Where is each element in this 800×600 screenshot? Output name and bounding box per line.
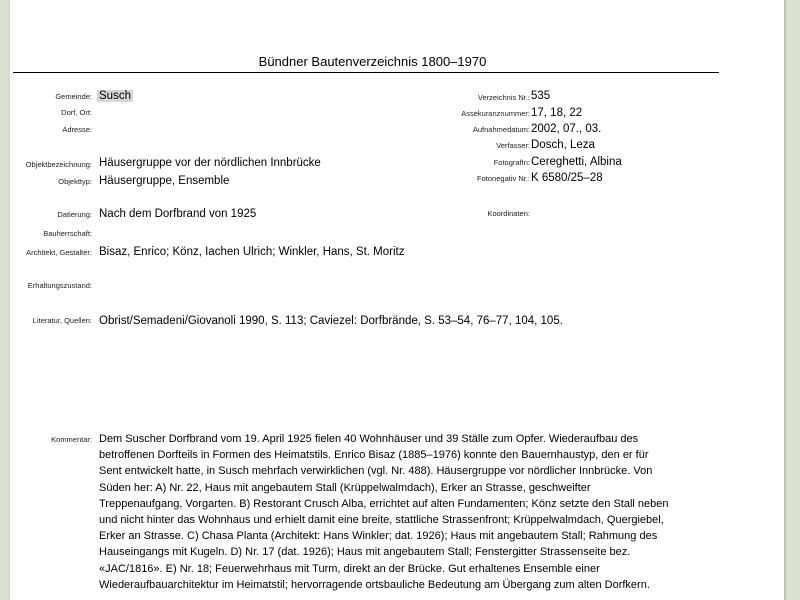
value-objektbezeichnung: Häusergruppe vor der nördlichen Innbrücke (99, 157, 321, 169)
label-objekttyp: Objekttyp: (58, 177, 92, 186)
value-gemeinde (99, 90, 133, 102)
page-title: Bündner Bautenverzeichnis 1800–1970 (258, 54, 487, 69)
label-objektbezeichnung: Objektbezeichnung: (25, 160, 92, 169)
label-assekuranznummer: Assekuranznummer: (461, 109, 530, 118)
value-aufnahmedatum: 2002, 07., 03. (531, 123, 602, 135)
kommentar-line: «JAC/1816». E) Nr. 18; Feuerwehrhaus mit Turm, direkt an der Brücke. Gut erhaltenes Ensemble einer (99, 562, 600, 575)
label-koordinaten: Koordinaten: (487, 209, 530, 218)
kommentar-line: Dem Suscher Dorfbrand vom 19. April 1925 fielen 40 Wohnhäuser und 39 Ställe zum Opfer. Wiederaufbau des (99, 433, 639, 445)
record-sheet (10, 0, 784, 600)
kommentar-line: Wiederaufbauarchitektur im Heimatstil; hervorragende ortsbauliche Bedeutung am Übergang zum alten Dorfkern. (99, 578, 650, 591)
kommentar-line: und nicht hinter das Wohnhaus und erhielt damit eine breite, stattliche Strassenfront; Krüppelwalmdach, Quergiebel, (99, 514, 664, 527)
value-objekttyp: Häusergruppe, Ensemble (99, 175, 230, 187)
kommentar-line: Treppenaufgang, Vorgarten. B) Restorant Crusch Alba, errichtet auf alten Fundamenten; Könz setzte den Stall neben (99, 497, 669, 510)
kommentar-line: Hauseingangs mit Kugeln. D) Nr. 17 (dat. 1926); Haus mit angebautem Stall; Fenstergitter Strassenseite bez. (99, 546, 631, 559)
label-fotografin: FotografIn: (493, 158, 530, 167)
value-fotografin: Cereghetti, Albina (531, 156, 622, 168)
label-kommentar: Kommentar: (51, 435, 92, 444)
label-verzeichnis-nr: Verzeichnis Nr.: (477, 93, 530, 102)
label-bauherrschaft: Bauherrschaft: (43, 229, 92, 238)
label-datierung: Datierung: (57, 210, 92, 219)
label-adresse: Adresse: (62, 125, 92, 134)
label-dorf: Dorf, Ort: (61, 108, 92, 117)
label-erhaltungszustand: Erhaltungszustand: (27, 281, 92, 290)
label-literatur: Literatur, Quellen: (32, 316, 92, 325)
kommentar-text (99, 431, 699, 593)
label-gemeinde: Gemeinde: (55, 92, 92, 101)
label-fotonegativ-nr: Fotonegativ Nr.: (477, 174, 530, 183)
value-verzeichnis-nr: 535 (531, 90, 551, 102)
gemeinde-text: Susch (99, 90, 131, 102)
value-architekt: Bisaz, Enrico; Könz, Iachen Ulrich; Winkler, Hans, St. Moritz (99, 246, 405, 258)
label-verfasser: Verfasser: (496, 141, 530, 150)
label-aufnahmedatum: Aufnahmedatum: (472, 125, 530, 134)
kommentar-line: Süden her: A) Nr. 22, Haus mit angebautem Stall (Krüppelwalmdach), Erker an Strasse, geschweifter (99, 481, 591, 494)
kommentar-line: Sent entwickelt hatte, in Susch mehrfach verwirklichen (vgl. Nr. 488). Häusergruppe vor nördlicher Innbrücke. Von (99, 465, 653, 478)
value-fotonegativ-nr: K 6580/25–28 (531, 172, 603, 184)
value-datierung: Nach dem Dorfbrand von 1925 (99, 208, 257, 220)
kommentar-line: betroffenen Dorfteils in Formen des Heimatstils. Enrico Bisaz (1885–1976) konnte den Bauernhaustyp, den er für (99, 449, 649, 462)
value-assekuranznummer: 17, 18, 22 (531, 107, 583, 119)
label-architekt: Architekt, Gestalter: (26, 248, 92, 257)
kommentar-line: Erker an Strasse. C) Chasa Planta (Architekt: Hans Winkler; dat. 1926); Haus mit angebautem Stall; Rahmung des (99, 530, 658, 543)
title-rule (13, 72, 719, 73)
value-verfasser: Dosch, Leza (531, 139, 595, 151)
value-literatur: Obrist/Semadeni/Giovanoli 1990, S. 113; Caviezel: Dorfbrände, S. 53–54, 76–77, 104, 105. (99, 315, 563, 327)
